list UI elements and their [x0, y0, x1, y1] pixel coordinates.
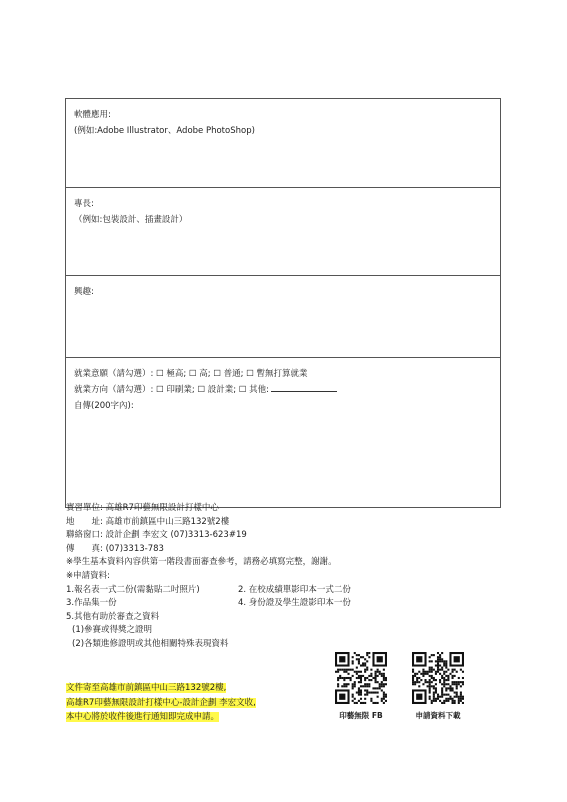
info-block — [66, 502, 351, 652]
employment-section — [66, 358, 500, 507]
highlight-line-3: 本中心將於收件後進行通知即完成申請。 — [66, 712, 220, 722]
skills-label: 專長: — [74, 199, 94, 209]
materials-row-1 — [66, 584, 351, 598]
highlight-line-1: 文件寄至高雄市前鎮區中山三路132號2樓, — [66, 683, 227, 693]
download-qr-code[interactable] — [412, 652, 464, 704]
other-blank-line — [271, 383, 337, 392]
employment-direction-row — [74, 382, 492, 398]
qr-code-icon — [412, 652, 464, 704]
material-item-2: 2. 在校成績單影印本一式二份 — [238, 584, 351, 595]
software-label: 軟體應用: — [74, 110, 111, 120]
download-qr-label: 申請資料下載 — [415, 711, 461, 720]
interests-label: 興趣: — [74, 287, 94, 297]
software-example: (例如:Adobe Illustrator、Adobe PhotoShop) — [74, 126, 255, 136]
material-item-1: 1.報名表一式二份(需黏貼二吋照片) — [66, 584, 200, 595]
material-item-3: 3.作品集一份 — [66, 598, 117, 609]
qr-code-icon — [335, 652, 387, 704]
fb-qr-code[interactable] — [335, 652, 387, 704]
material-item-4: 4. 身份證及學生證影印本一份 — [238, 598, 351, 609]
skills-section — [66, 188, 500, 276]
fb-qr-label: 印藝無限 FB — [339, 711, 383, 720]
material-item-5b: (2)各類進修證明或其他相關特殊表現資料 — [72, 638, 229, 649]
interests-section — [66, 276, 500, 358]
employment-intent: 就業意願（請勾選）: ☐ 極高; ☐ 高; ☐ 普通; ☐ 暫無打算就業 — [74, 369, 308, 379]
skills-example: （例如:包裝設計、插畫設計） — [74, 215, 188, 225]
materials-title: ※申請資料: — [66, 570, 110, 581]
autobiography-label: 自傳(200字內): — [74, 401, 134, 411]
highlighted-instructions — [66, 681, 256, 725]
highlight-line-2: 高雄R7印藝無限設計打樣中心-設計企劃 李宏文收, — [66, 697, 256, 708]
material-item-5: 5.其他有助於審查之資料 — [66, 611, 160, 622]
application-form-table — [65, 98, 501, 508]
address: 地 址: 高雄市前鎮區中山三路132號2樓 — [66, 516, 230, 527]
material-item-5a: (1)參賽或得獎之證明 — [72, 625, 153, 636]
contact: 聯絡窗口: 設計企劃 李宏文 (07)3313-623#19 — [66, 530, 247, 541]
note: ※學生基本資料內容供第一階段書面審查參考，請務必填寫完整，謝謝。 — [66, 557, 337, 568]
materials-row-2 — [66, 597, 351, 611]
internship-unit: 實習單位: 高雄R7印藝無限設計打樣中心 — [66, 503, 219, 513]
employment-direction: 就業方向（請勾選）: ☐ 印刷業; ☐ 設計業; ☐ 其他: — [74, 385, 270, 395]
software-section — [66, 99, 500, 188]
fax: 傳 真: (07)3313-783 — [66, 543, 164, 554]
